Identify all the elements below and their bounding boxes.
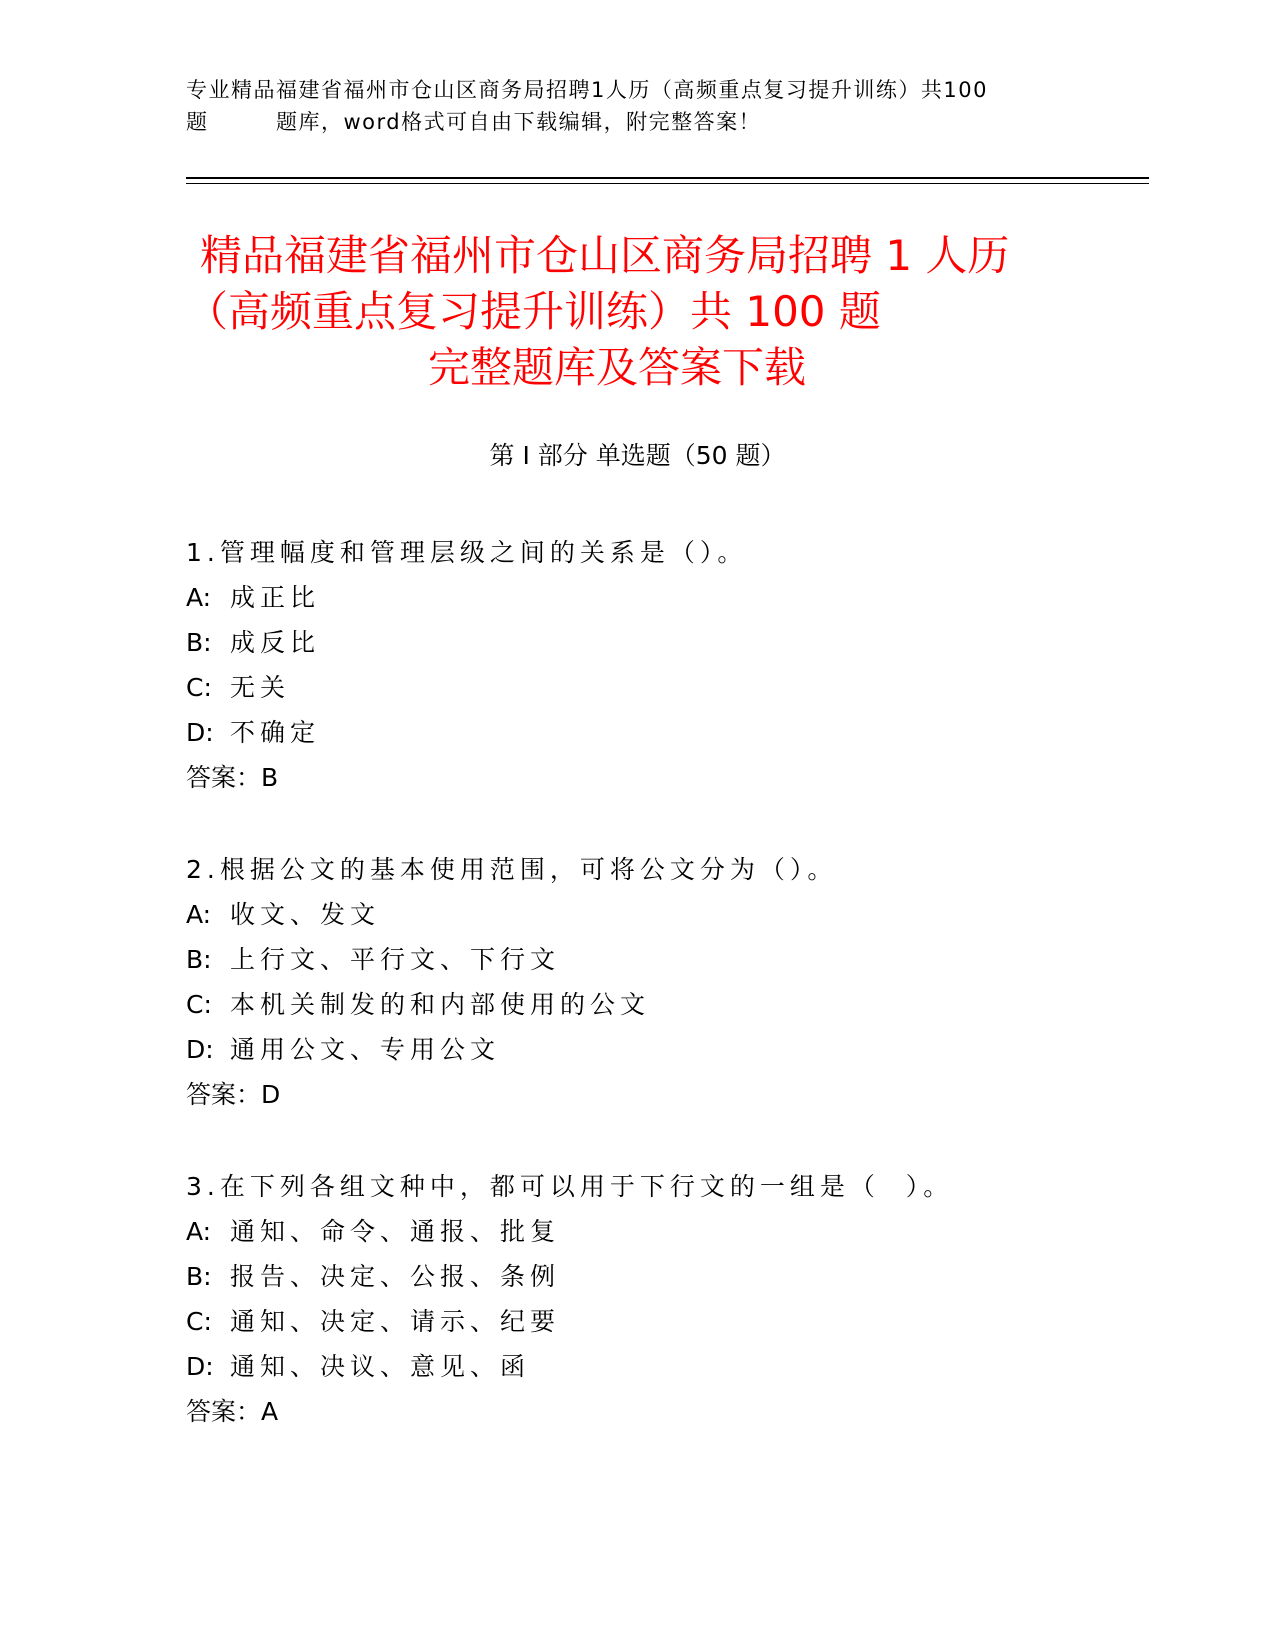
option-key: D:: [186, 1035, 214, 1064]
option-text: 通知、命令、通报、批复: [230, 1217, 561, 1246]
option-text: 通知、决定、请示、纪要: [230, 1307, 561, 1336]
question-text: 1.管理幅度和管理层级之间的关系是（）。: [186, 538, 748, 567]
question-list: [186, 530, 1136, 1481]
option-key: C:: [186, 990, 212, 1019]
option-d: [186, 1344, 1136, 1389]
option-text: 成正比: [230, 583, 321, 612]
option-c: [186, 665, 1136, 710]
option-key: A:: [186, 1217, 212, 1246]
option-text: 收文、发文: [230, 900, 381, 929]
option-key: D:: [186, 718, 214, 747]
document-header: [186, 74, 1086, 138]
option-text: 成反比: [230, 628, 321, 657]
header-divider-thick: [186, 177, 1149, 179]
answer: 答案：B: [186, 763, 279, 792]
option-b: [186, 1254, 1136, 1299]
section-heading: 第 I 部分 单选题（50 题）: [489, 441, 786, 470]
option-c: [186, 982, 1136, 1027]
option-text: 报告、决定、公报、条例: [230, 1262, 561, 1291]
option-d: [186, 1027, 1136, 1072]
option-b: [186, 620, 1136, 665]
option-key: A:: [186, 583, 212, 612]
answer: 答案：A: [186, 1397, 279, 1426]
header-line-1: 专业精品福建省福州市仓山区商务局招聘1人历（高频重点复习提升训练）共100: [186, 78, 988, 102]
option-text: 无关: [230, 673, 291, 702]
document-title: [186, 228, 1086, 396]
option-a: [186, 892, 1136, 937]
header-divider-thin: [186, 183, 1149, 184]
question-2: [186, 847, 1136, 1117]
title-line-1: 精品福建省福州市仓山区商务局招聘 1 人历: [200, 231, 1010, 280]
option-b: [186, 937, 1136, 982]
title-line-3: 完整题库及答案下载: [428, 343, 807, 392]
option-a: [186, 1209, 1136, 1254]
option-text: 通知、决议、意见、函: [230, 1352, 531, 1381]
question-3: [186, 1164, 1136, 1434]
option-a: [186, 575, 1136, 620]
title-line-2: （高频重点复习提升训练）共 100 题: [186, 287, 881, 336]
option-key: C:: [186, 1307, 212, 1336]
option-text: 上行文、平行文、下行文: [230, 945, 561, 974]
header-line-2: 题 题库，word格式可自由下载编辑，附完整答案！: [186, 110, 762, 134]
option-text: 本机关制发的和内部使用的公文: [230, 990, 651, 1019]
option-key: C:: [186, 673, 212, 702]
option-c: [186, 1299, 1136, 1344]
option-key: B:: [186, 1262, 212, 1291]
option-text: 不确定: [230, 718, 321, 747]
question-1: [186, 530, 1136, 800]
option-key: B:: [186, 628, 212, 657]
option-d: [186, 710, 1136, 755]
option-key: B:: [186, 945, 212, 974]
option-key: A:: [186, 900, 212, 929]
option-text: 通用公文、专用公文: [230, 1035, 501, 1064]
question-text: 2.根据公文的基本使用范围，可将公文分为（）。: [186, 855, 838, 884]
question-text: 3.在下列各组文种中，都可以用于下行文的一组是（ ）。: [186, 1172, 954, 1201]
option-key: D:: [186, 1352, 214, 1381]
answer: 答案：D: [186, 1080, 281, 1109]
